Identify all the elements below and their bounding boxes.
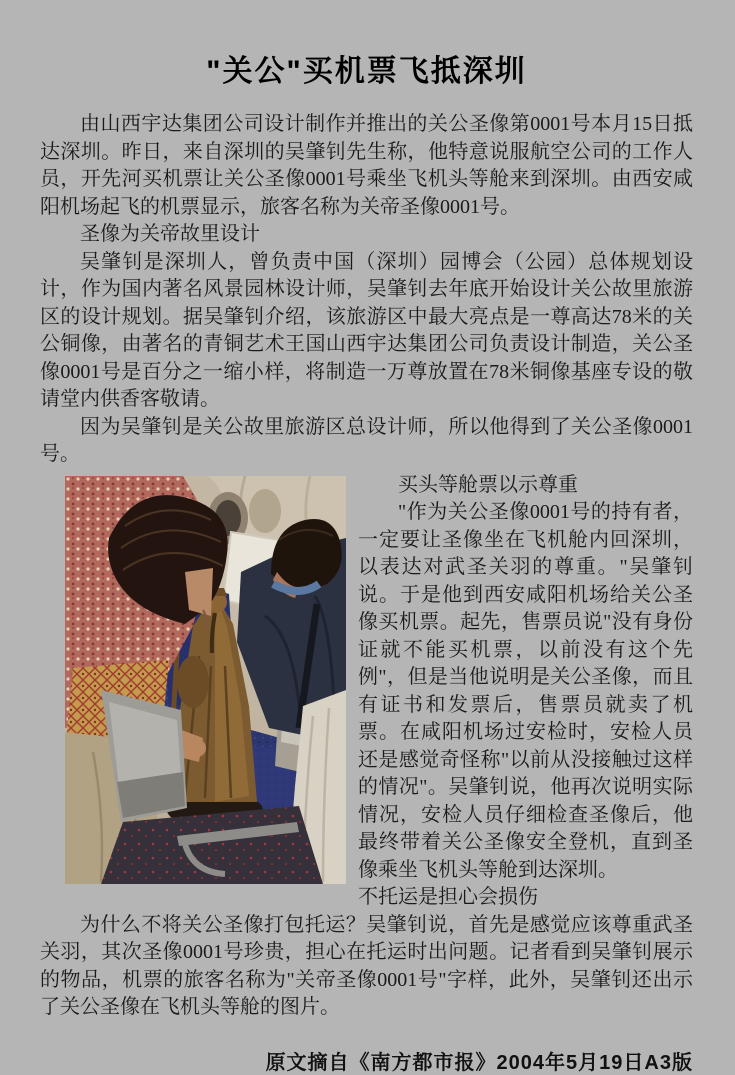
notchecked-paragraph: 为什么不将关公圣像打包托运？吴肇钊说，首先是感觉应该尊重武圣关羽，其次圣像0001号珍贵，担心在托运时出问题。记者看到吴肇钊展示的物品，机票的旅客名称为"关帝圣像0001号"字样，此外，吴肇钊还出示了关公圣像在飞机头等舱的图片。 [40,913,693,1018]
source-attribution: 原文摘自《南方都市报》2004年5月19日A3版 [265,1051,693,1074]
section-heading-notchecked: 不托运是担心会损伤 [358,886,538,908]
design-paragraph-1: 吴肇钊是深圳人，曾负责中国（深圳）园博会（公园）总体规划设计，作为国内著名风景园林设计师，吴肇钊去年底开始设计关公故里旅游区的设计规划。据吴肇钊介绍，该旅游区中最大亮点是一尊高达78米的关公铜像，由著名的青铜艺术王国山西宇达集团公司负责设计制造，关公圣像0001号是百分之一缩小样，将制造一万尊放置在78米铜像基座专设的敬请堂内供香客敬请。 [40,250,693,410]
article-body [40,111,693,1022]
section-heading-ticket: 买头等舱票以示尊重 [398,473,578,496]
section-heading-design: 圣像为关帝故里设计 [80,223,260,245]
ticket-paragraph: "作为关公圣像0001号的持有者，一定要让圣像坐在飞机舱内回深圳，以表达对武圣关羽的尊重。"吴肇钊说。于是他到西安咸阳机场给关公圣像买机票。起先，售票员说"没有身份证就不能买机票，以前没有这个先例"，但是当他说明是关公圣像，而且有证书和发票后，售票员就卖了机票。在咸阳机场过安检时，安检人员还是感觉奇怪称"以前从没接触过这样的情况"。吴肇钊说，他再次说明实际情况，安检人员仔细检查圣像后，他最终带着关公圣像安全登机，直到圣像乘坐飞机头等舱到达深圳。 [358,501,693,881]
right-text-column [358,472,693,912]
cabin-photo-illustration [65,476,346,884]
photo-and-column [40,472,693,912]
intro-paragraph: 由山西宇达集团公司设计制作并推出的关公圣像第0001号本月15日抵达深圳。昨日，来自深圳的吴肇钊先生称，他特意说服航空公司的工作人员，开先河买机票让关公圣像0001号乘坐飞机头等舱来到深圳。由西安咸阳机场起飞的机票显示，旅客名称为关帝圣像0001号。 [40,113,693,218]
article-title: "关公"买机票飞抵深圳 [206,55,527,88]
article-photo [65,476,346,884]
design-paragraph-2: 因为吴肇钊是关公故里旅游区总设计师，所以他得到了关公圣像0001号。 [40,415,693,465]
